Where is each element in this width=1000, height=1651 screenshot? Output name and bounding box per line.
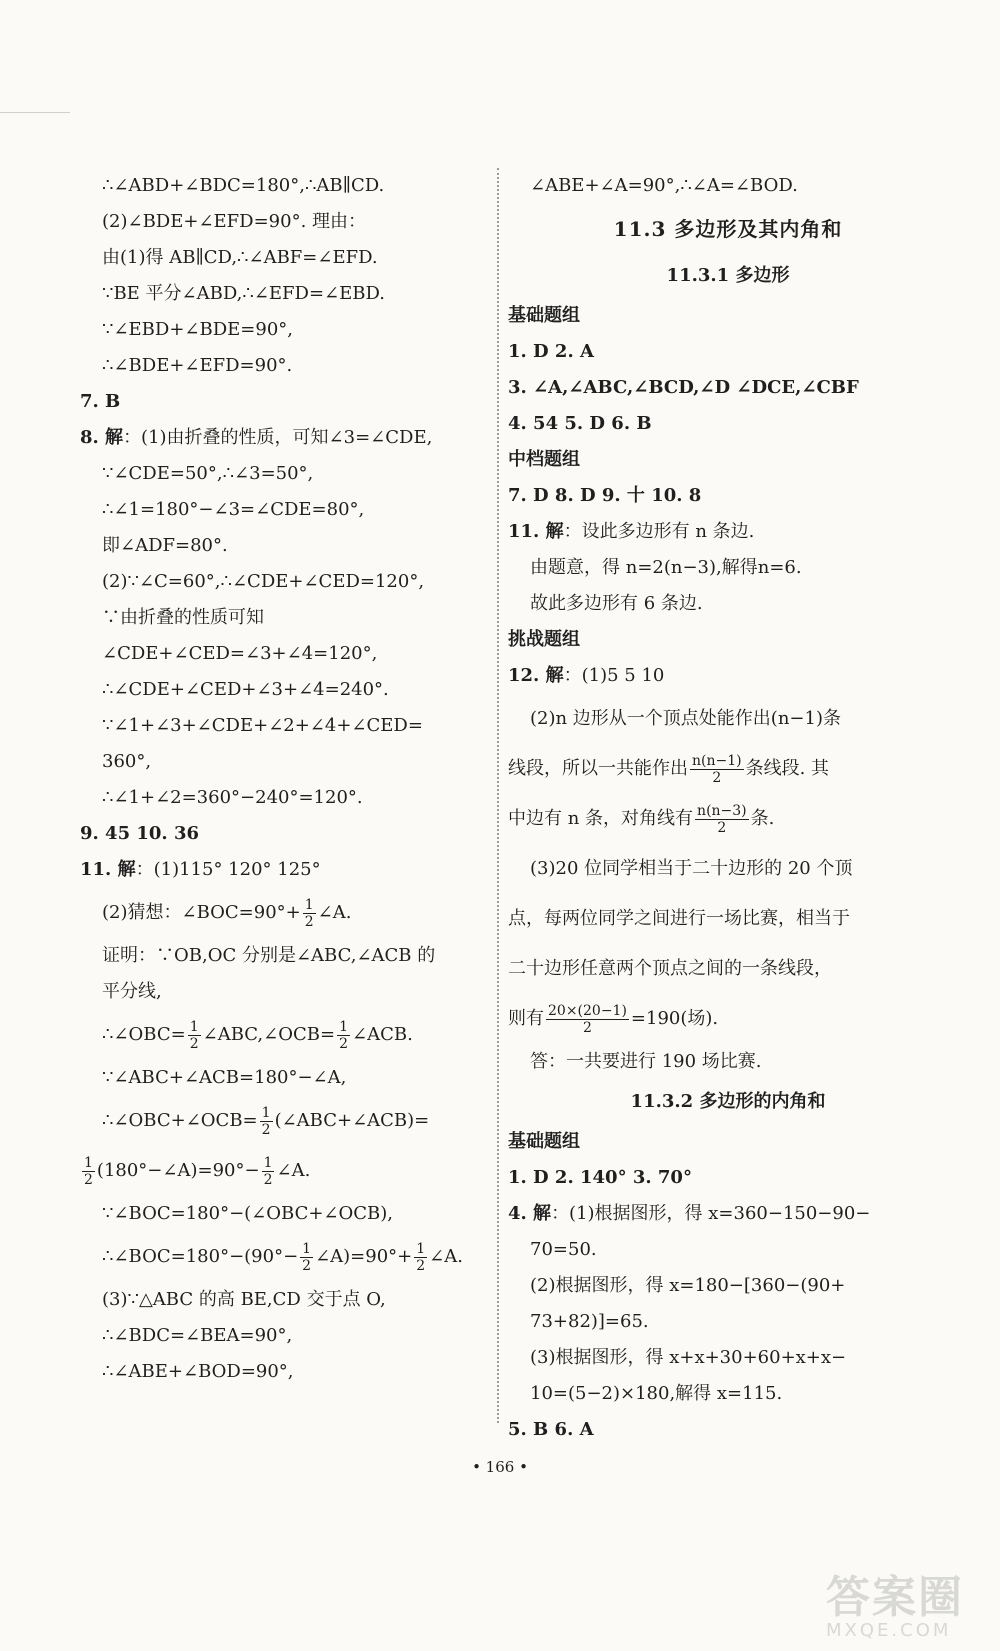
math-text: ∠A.: [317, 902, 352, 923]
math-text: ∴∠OBC=: [102, 1024, 186, 1045]
answer-line: ∴∠ABE+∠BOD=90°,: [102, 1361, 294, 1382]
numerator: 1: [339, 1018, 348, 1035]
denominator: 2: [84, 1171, 93, 1188]
math-text: ∠A)=90°+: [315, 1246, 413, 1267]
answer-line: ∴∠BDC=∠BEA=90°,: [102, 1325, 293, 1346]
fraction: [695, 803, 749, 836]
math-text: (180°−∠A)=90°−: [96, 1160, 260, 1181]
answer-line: 1. D 2. 140° 3. 70°: [508, 1167, 692, 1188]
math-text: ∴∠BOC=180°−(90°−: [102, 1246, 299, 1267]
answer-line: 即∠ADF=80°.: [102, 535, 228, 556]
math-text: ∴∠OBC+∠OCB=: [102, 1110, 258, 1131]
numerator: 1: [416, 1240, 426, 1257]
answer-text: ：(1)根据图形，得 x=360−150−90−: [551, 1203, 871, 1224]
denominator: 2: [261, 1121, 271, 1138]
fraction: [82, 1155, 95, 1188]
answer-line: 证明：∵OB,OC 分别是∠ABC,∠ACB 的: [102, 945, 436, 966]
answer-line: ∵∠EBD+∠BDE=90°,: [102, 319, 294, 340]
answer-line: (3)20 位同学相当于二十边形的 20 个顶: [530, 858, 853, 879]
numerator: n(n−1): [692, 752, 742, 769]
answer-line: 平分线,: [102, 981, 162, 1002]
fraction: [337, 1019, 350, 1052]
answer-line: ∵由折叠的性质可知: [102, 607, 264, 628]
question-number: 12. 解: [508, 665, 564, 686]
answer-line: ∴∠ABD+∠BDC=180°,∴AB∥CD.: [102, 175, 385, 196]
math-text: 线段，所以一共能作出: [508, 758, 688, 779]
subsection-title: 11.3.1 多边形: [666, 265, 790, 286]
math-text: (2)猜想：∠BOC=90°+: [102, 902, 301, 923]
answer-text: ：(1)115° 120° 125°: [135, 859, 321, 880]
answer-line: 73+82)]=65.: [530, 1311, 649, 1332]
group-heading: 基础题组: [508, 305, 580, 326]
answer-q9-10: 9. 45 10. 36: [80, 823, 200, 844]
answer-line: [80, 1146, 485, 1196]
answer-line: ∵∠BOC=180°−(∠OBC+∠OCB),: [102, 1203, 394, 1224]
math-text: ∠A.: [429, 1246, 463, 1267]
math-text: ∠ABC,∠OCB=: [202, 1024, 336, 1045]
denominator: 2: [416, 1257, 426, 1274]
answer-q12: [508, 658, 948, 694]
numerator: 20×(20−1): [548, 1002, 627, 1019]
answer-line: [508, 994, 948, 1044]
denominator: 2: [717, 819, 727, 836]
answer-q7: 7. B: [80, 391, 121, 412]
answer-line: 点，每两位同学之间进行一场比赛，相当于: [508, 908, 850, 929]
answer-line: 7. D 8. D 9. 十 10. 8: [508, 485, 702, 506]
answer-line: (2)n 边形从一个顶点处能作出(n−1)条: [530, 708, 841, 729]
denominator: 2: [302, 1257, 312, 1274]
answer-line: 1. D 2. A: [508, 341, 594, 362]
answer-line: 二十边形任意两个顶点之间的一条线段，: [508, 958, 832, 979]
answer-text: ：(1)由折叠的性质，可知∠3=∠CDE,: [123, 427, 433, 448]
answer-line: (2)∵∠C=60°,∴∠CDE+∠CED=120°,: [102, 571, 425, 592]
subsection-title: 11.3.2 多边形的内角和: [630, 1091, 826, 1112]
fraction: [414, 1241, 427, 1274]
answer-line: (3)∵△ABC 的高 BE,CD 交于点 O,: [102, 1289, 386, 1310]
left-column: [80, 168, 485, 1390]
watermark-logo: [826, 1572, 996, 1645]
answer-line: [80, 1096, 485, 1146]
answer-q11: [508, 514, 948, 550]
answer-line: 答：一共要进行 190 场比赛.: [530, 1051, 762, 1072]
numerator: 1: [261, 1104, 271, 1121]
section-title: 11.3 多边形及其内角和: [613, 217, 843, 241]
denominator: 2: [712, 769, 722, 786]
fraction: [260, 1105, 273, 1138]
answer-line: ∴∠BDE+∠EFD=90°.: [102, 355, 293, 376]
answer-line: ∠ABE+∠A=90°,∴∠A=∠BOD.: [530, 175, 798, 196]
answer-line: ∵∠ABC+∠ACB=180°−∠A,: [102, 1067, 347, 1088]
answer-line: (2)根据图形，得 x=180−[360−(90+: [530, 1275, 846, 1296]
math-text: 条.: [750, 808, 775, 829]
math-text: ∠A.: [276, 1160, 311, 1181]
denominator: 2: [339, 1035, 348, 1052]
fraction: [303, 897, 316, 930]
denominator: 2: [189, 1035, 199, 1052]
question-number: 4. 解: [508, 1203, 552, 1224]
numerator: 1: [84, 1154, 93, 1171]
fraction: [188, 1019, 201, 1052]
top-rule: [0, 112, 70, 113]
math-text: 条线段. 其: [745, 758, 830, 779]
fraction: [262, 1155, 275, 1188]
math-text: ∠ACB.: [351, 1024, 413, 1045]
group-heading: 中档题组: [508, 449, 580, 470]
math-text: (∠ABC+∠ACB)=: [274, 1110, 430, 1131]
denominator: 2: [304, 913, 314, 930]
answer-q4: [508, 1196, 948, 1232]
denominator: 2: [583, 1019, 592, 1036]
answer-line: [508, 744, 948, 794]
math-text: =190(场).: [630, 1008, 719, 1029]
numerator: 1: [302, 1240, 312, 1257]
answer-line: 10=(5−2)×180,解得 x=115.: [530, 1383, 783, 1404]
answer-line: ∵∠CDE=50°,∴∠3=50°,: [102, 463, 314, 484]
denominator: 2: [263, 1171, 273, 1188]
answer-line: ∴∠1+∠2=360°−240°=120°.: [102, 787, 363, 808]
answer-text: ：设此多边形有 n 条边.: [563, 521, 755, 542]
numerator: 1: [189, 1018, 199, 1035]
answer-line: ∵∠1+∠3+∠CDE+∠2+∠4+∠CED=: [102, 715, 423, 736]
answer-q8: [80, 420, 485, 456]
fraction: [300, 1241, 313, 1274]
answer-line: ∴∠1=180°−∠3=∠CDE=80°,: [102, 499, 365, 520]
right-column: [508, 168, 948, 1448]
answer-text: ：(1)5 5 10: [563, 665, 665, 686]
answer-line: 3. ∠A,∠ABC,∠BCD,∠D ∠DCE,∠CBF: [508, 377, 859, 398]
math-text: 中边有 n 条，对角线有: [508, 808, 694, 829]
answer-q11: [80, 852, 485, 888]
question-number: 11. 解: [508, 521, 564, 542]
fraction: [546, 1003, 629, 1036]
answer-line: [80, 1010, 485, 1060]
question-number: 8. 解: [80, 427, 124, 448]
group-heading: 基础题组: [508, 1131, 580, 1152]
answer-line: [508, 794, 948, 844]
column-divider: [497, 168, 499, 1423]
answer-line: 故此多边形有 6 条边.: [530, 593, 703, 614]
answer-line: (2)∠BDE+∠EFD=90°. 理由：: [102, 211, 367, 232]
answer-line: 由(1)得 AB∥CD,∴∠ABF=∠EFD.: [102, 247, 378, 268]
answer-line: 70=50.: [530, 1239, 597, 1260]
answer-line: 360°,: [102, 751, 152, 772]
numerator: 1: [263, 1154, 273, 1171]
answer-line: ∴∠CDE+∠CED+∠3+∠4=240°.: [102, 679, 389, 700]
answer-line: 5. B 6. A: [508, 1419, 594, 1440]
page-number: • 166 •: [472, 1458, 528, 1476]
watermark-chinese: 答案圈: [826, 1572, 964, 1623]
question-number: 11. 解: [80, 859, 136, 880]
answer-line: ∠CDE+∠CED=∠3+∠4=120°,: [102, 643, 378, 664]
watermark-url: MXQE.COM: [826, 1620, 952, 1641]
answer-line: 由题意，得 n=2(n−3),解得n=6.: [530, 557, 802, 578]
fraction: [690, 753, 744, 786]
math-text: 则有: [508, 1008, 544, 1029]
numerator: 1: [304, 896, 314, 913]
answer-line: 4. 54 5. D 6. B: [508, 413, 652, 434]
answer-line: [80, 888, 485, 938]
answer-line: [80, 1232, 485, 1282]
answer-line: (3)根据图形，得 x+x+30+60+x+x−: [530, 1347, 847, 1368]
group-heading: 挑战题组: [508, 629, 580, 650]
numerator: n(n−3): [697, 802, 747, 819]
answer-line: ∵BE 平分∠ABD,∴∠EFD=∠EBD.: [102, 283, 385, 304]
